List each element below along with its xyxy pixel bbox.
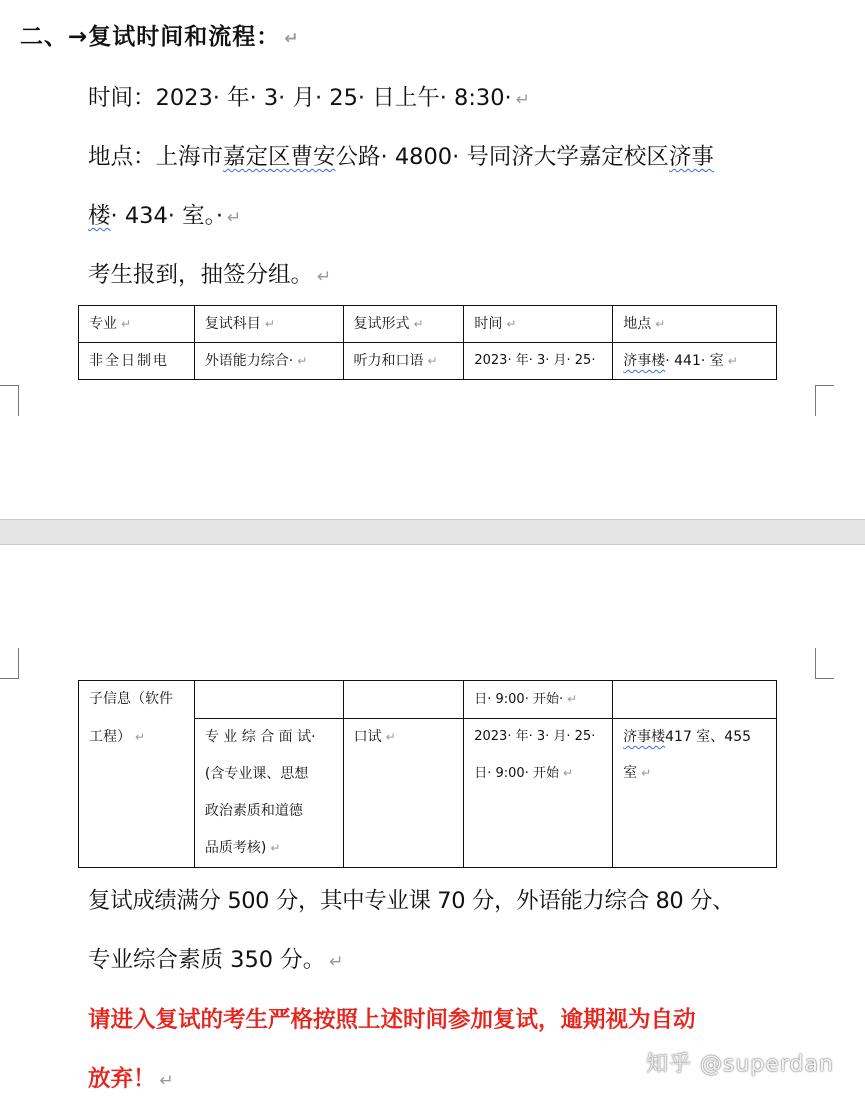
cell-time: 日· 9:00· 开始· ↵: [464, 681, 613, 719]
header-form: 复试形式 ↵: [343, 306, 464, 343]
cell-major: 子信息（软件: [79, 681, 195, 719]
warning-line-2: [88, 1061, 174, 1093]
time-line: [88, 80, 530, 112]
page-corner-mark: [0, 648, 19, 679]
cell-major: 非全日制电: [79, 343, 195, 380]
cell-form: [343, 681, 464, 719]
header-time: 时间 ↵: [464, 306, 613, 343]
cell-subject: [194, 681, 343, 719]
paragraph-mark-icon: ↵: [317, 267, 332, 287]
warning-line-1-text: 请进入复试的考生严格按照上述时间参加复试，逾期视为自动: [88, 1007, 696, 1033]
score-line-1: [88, 883, 734, 915]
watermark: 知乎 @superdan: [646, 1052, 834, 1077]
time-line-text: 时间：2023· 年· 3· 月· 25· 日上午· 8:30·: [88, 85, 512, 111]
paragraph-mark-icon: ↵: [226, 208, 242, 228]
location-building-cont: 楼: [88, 203, 111, 229]
cell-major: 工程） ↵: [79, 719, 195, 868]
score-line-2-text: 专业综合素质 350 分。: [88, 947, 326, 973]
header-major: 专业 ↵: [79, 306, 195, 343]
paragraph-mark-icon: ↵: [515, 90, 530, 110]
cell-form: 口试 ↵: [343, 719, 464, 868]
header-subject: 复试科目 ↵: [194, 306, 343, 343]
location-district: 嘉定区曹安: [223, 144, 336, 170]
location-line-2: [88, 198, 241, 230]
page-corner-mark: [815, 648, 834, 679]
table-row: [79, 343, 777, 380]
location-building: 济事: [668, 144, 714, 170]
checkin-line: [88, 257, 331, 289]
warning-line-2-text: 放弃！: [88, 1066, 156, 1092]
score-line-2: [88, 942, 344, 974]
cell-subject: 外语能力综合· ↵: [194, 343, 343, 380]
cell-place: 济事楼· 441· 室 ↵: [613, 343, 777, 380]
header-place: 地点 ↵: [613, 306, 777, 343]
cell-subject: 专 业 综 合 面 试· (含专业课、思想 政治素质和道德 品质考核) ↵: [194, 719, 343, 868]
table-row: [79, 681, 777, 719]
cell-place: 济事楼417 室、455 室 ↵: [613, 719, 777, 868]
table-header-row: [79, 306, 777, 343]
page-corner-mark: [815, 385, 834, 416]
cell-time: 2023· 年· 3· 月· 25· 日· 9:00· 开始 ↵: [464, 719, 613, 868]
schedule-table-page1: [78, 305, 777, 380]
cell-time: 2023· 年· 3· 月· 25·: [464, 343, 613, 380]
section-heading: [20, 18, 300, 51]
cell-form: 听力和口语 ↵: [343, 343, 464, 380]
paragraph-mark-icon: ↵: [284, 29, 300, 49]
page-corner-mark: [0, 385, 19, 416]
warning-line-1: [88, 1002, 696, 1034]
location-prefix: 地点：上海市: [88, 144, 224, 170]
table-row: [79, 719, 777, 868]
score-line-1-text: 复试成绩满分 500 分，其中专业课 70 分，外语能力综合 80 分、: [88, 888, 735, 914]
paragraph-mark-icon: ↵: [329, 952, 344, 972]
cell-place: [613, 681, 777, 719]
page-break-gap: [0, 519, 865, 545]
checkin-line-text: 考生报到，抽签分组。: [88, 262, 314, 288]
schedule-table-page2: [78, 680, 777, 868]
paragraph-mark-icon: ↵: [159, 1071, 174, 1091]
location-road: 公路· 4800· 号同济大学嘉定校区: [335, 144, 669, 170]
location-line: [88, 139, 714, 171]
location-room: · 434· 室。·: [110, 203, 223, 229]
section-heading-text: 二、→复试时间和流程：: [20, 24, 281, 50]
